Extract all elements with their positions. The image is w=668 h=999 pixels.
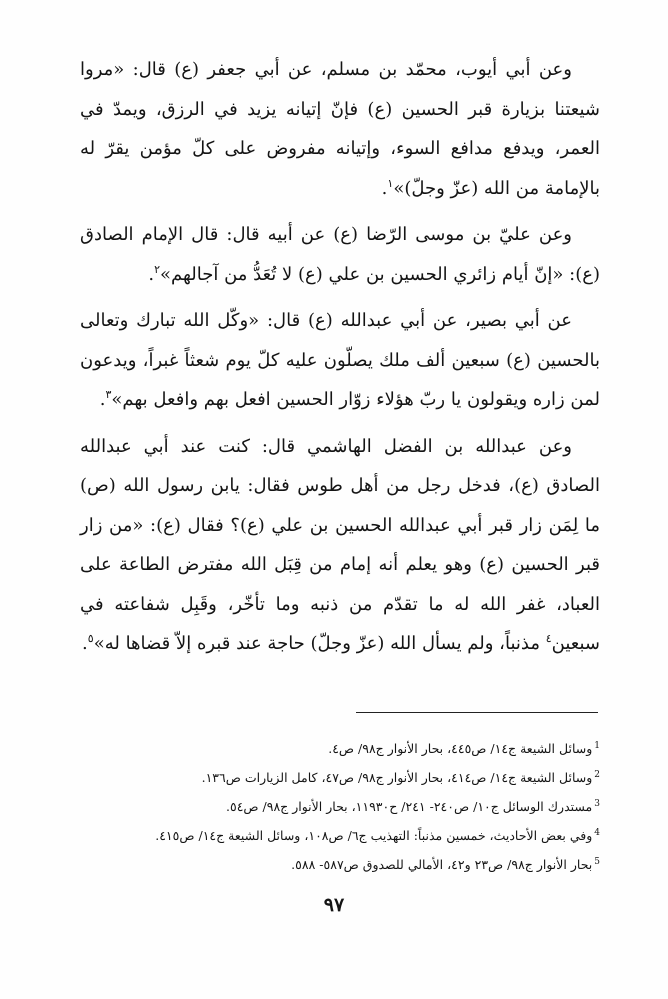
main-text [80, 50, 600, 671]
footnote-5 [80, 850, 600, 879]
footnote-number: 2 [594, 769, 600, 780]
footnote-text: وفي بعض الأحاديث، خمسين مذنباً: التهذيب ج٦/ ص١٠٨، وسائل الشيعة ج١٤/ ص٤١٥. [155, 828, 593, 843]
paragraph-text: وعن أبي أيوب، محمّد بن مسلم، عن أبي جعفر (ع) قال: «مروا شيعتنا بزيارة قبر الحسين (ع) فإنّ إتيانه يزيد في الرزق، ويمدّ في العمر، ويدفع مدافع السوء، وإتيانه مفروض على كلّ مؤمن يقرّ له بالإمامة من الله (عزّ وجلّ)» [80, 59, 600, 199]
paragraph-text: وعن عليّ بن موسى الرّضا (ع) عن أبيه قال: قال الإمام الصادق (ع): «إنّ أيام زائري الحسين بن علي (ع) لا تُعَدُّ من آجالهم» [80, 224, 600, 285]
footnote-number: 1 [594, 740, 600, 751]
footnote-1 [80, 734, 600, 763]
paragraph-text: وعن عبدالله بن الفضل الهاشمي قال: كنت عند أبي عبدالله الصادق (ع)، فدخل رجل من أهل طوس فقال: يابن رسول الله (ص) ما لِمَن زار قبر أبي عبدالله الحسين بن علي (ع)؟ فقال (ع): «من زار قبر الحسين (ع) وهو يعلم أنه إمام من قِبَل الله مفترض الطاعة على العباد، غفر الله له ما تقدّم من ذنبه وما تأخّر، وقَبِل شفاعته في سبعين$^٤$ مذنباً، ولم يسأل الله (عزّ وجلّ) حاجة عند قبره إلاّ قضاها له» [80, 435, 600, 654]
footnote-text: بحار الأنوار ج٩٨/ ص٢٣ و٤٢، الأمالي للصدوق ص٥٨٧- ٥٨٨. [291, 857, 593, 872]
footnote-number: 3 [594, 798, 600, 809]
footnote-text: وسائل الشيعة ج١٤/ ص٤١٤، بحار الأنوار ج٩٨/ ص٤٧، كامل الزيارات ص١٣٦. [201, 770, 593, 785]
footnote-mark: ١ [387, 176, 394, 190]
paragraph-1: وعن أبي أيوب، محمّد بن مسلم، عن أبي جعفر (ع) قال: «مروا شيعتنا بزيارة قبر الحسين (ع) فإنّ إتيانه يزيد في الرزق، ويمدّ في العمر، ويدفع مدافع السوء، وإتيانه مفروض على كلّ مؤمن يقرّ له بالإمامة من الله (عزّ وجلّ)»$^١$. [80, 59, 600, 199]
footnote-divider [356, 712, 598, 713]
footnote-number: 5 [594, 856, 600, 867]
footnote-mark: ٤ [545, 632, 552, 645]
footnote-text: مستدرك الوسائل ج١٠/ ص٢٤٠- ٢٤١/ ح١١٩٣٠، بحار الأنوار ج٩٨/ ص٥٤. [226, 799, 593, 814]
page-number: ٩٧ [323, 894, 345, 916]
footnote-mark: ٢ [154, 262, 160, 276]
footnote-3 [80, 792, 600, 821]
footnote-mark: ٣ [105, 388, 112, 401]
footnote-mark: ٥ [87, 632, 94, 645]
footnote-text: وسائل الشيعة ج١٤/ ص٤٤٥، بحار الأنوار ج٩٨/ ص٤. [328, 741, 593, 756]
footnote-number: 4 [594, 827, 600, 838]
paragraph-text: عن أبي بصير، عن أبي عبدالله (ع) قال: «وكّل الله تبارك وتعالى بالحسين (ع) سبعين ألف ملك يصلّون عليه كلّ يوم شعثاً غبراً، ويدعون لمن زاره ويقولون يا ربّ هؤلاء زوّار الحسين افعل بهم وافعل بهم» [80, 310, 600, 410]
paragraph-2: وعن عليّ بن موسى الرّضا (ع) عن أبيه قال: قال الإمام الصادق (ع): «إنّ أيام زائري الحسين بن علي (ع) لا تُعَدُّ من آجالهم»$^٢$. [80, 224, 600, 285]
footnote-4 [80, 821, 600, 850]
footnotes [80, 734, 600, 879]
footnote-2 [80, 763, 600, 792]
paragraph-3: عن أبي بصير، عن أبي عبدالله (ع) قال: «وكّل الله تبارك وتعالى بالحسين (ع) سبعين ألف ملك يصلّون عليه كلّ يوم شعثاً غبراً، ويدعون لمن زاره ويقولون يا ربّ هؤلاء زوّار الحسين افعل بهم وافعل بهم»$^٣$. [80, 310, 600, 410]
paragraph-4: وعن عبدالله بن الفضل الهاشمي قال: كنت عند أبي عبدالله الصادق (ع)، فدخل رجل من أهل طوس فقال: يابن رسول الله (ص) ما لِمَن زار قبر أبي عبدالله الحسين بن علي (ع)؟ فقال (ع): «من زار قبر الحسين (ع) وهو يعلم أنه إمام من قِبَل الله مفترض الطاعة على العباد، غفر الله له ما تقدّم من ذنبه وما تأخّر، وقَبِل شفاعته في سبعين$^٤$ مذنباً، ولم يسأل الله (عزّ وجلّ) حاجة عند قبره إلاّ قضاها له»$^٥$. [80, 435, 600, 654]
